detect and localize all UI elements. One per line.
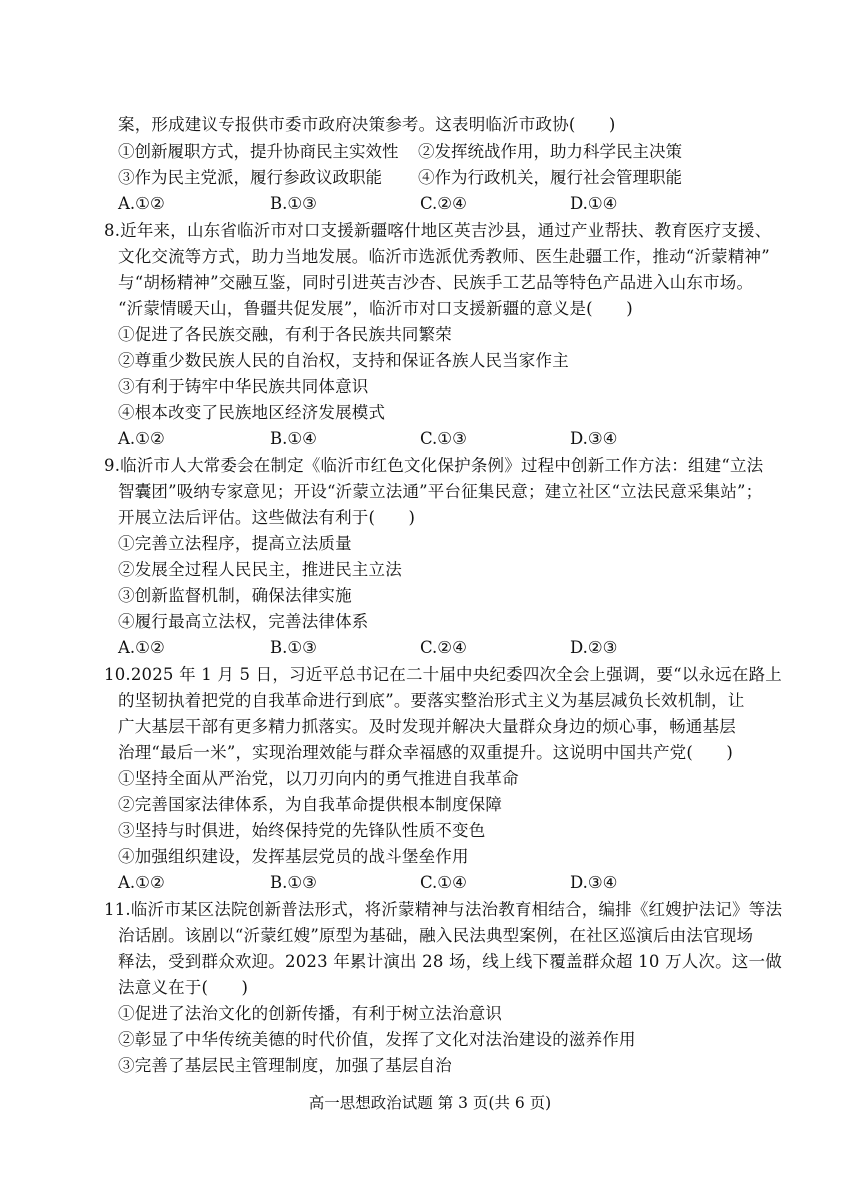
q7-choice-a: A.①② bbox=[118, 194, 165, 213]
q8-choice-b: B.①④ bbox=[270, 429, 317, 448]
q8-stem-line-3: 与“胡杨精神”交融互鉴，同时引进英吉沙杏、民族手工艺品等特色产品进入山东市场。 bbox=[118, 273, 754, 292]
q9-statement-2: ②发展全过程人民民主，推进民主立法 bbox=[118, 560, 402, 579]
q10-choice-d: D.③④ bbox=[570, 873, 618, 892]
q11-stem-line-3: 释法，受到群众欢迎。2023 年累计演出 28 场，线上线下覆盖群众超 10 万人次。这一做 bbox=[118, 952, 782, 971]
q7-choice-c: C.②④ bbox=[420, 194, 467, 213]
q10-choice-c: C.①④ bbox=[420, 873, 467, 892]
q11-statement-1: ①促进了法治文化的创新传播，有利于树立法治意识 bbox=[118, 1004, 503, 1023]
q11-stem-line-4: 法意义在于( ) bbox=[118, 978, 249, 997]
q10-statement-2: ②完善国家法律体系，为自我革命提供根本制度保障 bbox=[118, 795, 503, 814]
q8-statement-1: ①促进了各民族交融，有利于各民族共同繁荣 bbox=[118, 325, 452, 344]
q9-statement-3: ③创新监督机制，确保法律实施 bbox=[118, 586, 352, 605]
q7-statement-3: ③作为民主党派，履行参政议政职能 bbox=[118, 168, 382, 187]
q10-statement-3: ③坚持与时俱进，始终保持党的先锋队性质不变色 bbox=[118, 821, 486, 840]
q11-stem-line-1: 11.临沂市某区法院创新普法形式，将沂蒙精神与法治教育相结合，编排《红嫂护法记》等法 bbox=[104, 900, 783, 919]
q7-statement-1: ①创新履职方式，提升协商民主实效性 bbox=[118, 142, 399, 161]
q9-statement-1: ①完善立法程序，提高立法质量 bbox=[118, 534, 352, 553]
q9-stem-line-3: 开展立法后评估。这些做法有利于( ) bbox=[118, 508, 416, 527]
q8-statement-4: ④根本改变了民族地区经济发展模式 bbox=[118, 403, 386, 422]
q7-stem-line: 案，形成建议专报供市委市政府决策参考。这表明临沂市政协( ) bbox=[118, 115, 616, 134]
q10-statement-1: ①坚持全面从严治党，以刀刃向内的勇气推进自我革命 bbox=[118, 769, 519, 788]
q10-statement-4: ④加强组织建设，发挥基层党员的战斗堡垒作用 bbox=[118, 847, 469, 866]
q10-stem-line-1: 10.2025 年 1 月 5 日，习近平总书记在二十届中央纪委四次全会上强调，要“以永远在路上 bbox=[104, 665, 782, 684]
q8-stem-line-4: “沂蒙情暖天山，鲁疆共促发展”，临沂市对口支援新疆的意义是( ) bbox=[118, 299, 633, 318]
q10-stem-line-2: 的坚韧执着把党的自我革命进行到底”。要落实整治形式主义为基层减负长效机制，让 bbox=[118, 691, 745, 710]
q7-statement-2: ②发挥统战作用，助力科学民主决策 bbox=[418, 142, 682, 161]
q8-choice-d: D.③④ bbox=[570, 429, 618, 448]
q8-statement-2: ②尊重少数民族人民的自治权，支持和保证各族人民当家作主 bbox=[118, 351, 569, 370]
q9-choice-b: B.①③ bbox=[270, 638, 317, 657]
q10-stem-line-3: 广大基层干部有更多精力抓落实。及时发现并解决大量群众身边的烦心事，畅通基层 bbox=[118, 717, 736, 736]
q9-stem-line-1: 9.临沂市人大常委会在制定《临沂市红色文化保护条例》过程中创新工作方法：组建“立法 bbox=[104, 456, 764, 475]
q9-choice-c: C.②④ bbox=[420, 638, 467, 657]
q8-choice-a: A.①② bbox=[118, 429, 165, 448]
q7-choice-d: D.①④ bbox=[570, 194, 618, 213]
q9-choice-d: D.②③ bbox=[570, 638, 618, 657]
q8-stem-line-2: 文化交流等方式，助力当地发展。临沂市选派优秀教师、医生赴疆工作，推动“沂蒙精神” bbox=[118, 247, 770, 266]
q10-choice-a: A.①② bbox=[118, 873, 165, 892]
q7-choice-b: B.①③ bbox=[270, 194, 317, 213]
q11-stem-line-2: 治话剧。该剧以“沂蒙红嫂”原型为基础，融入民法典型案例，在社区巡演后由法官现场 bbox=[118, 926, 754, 945]
page-footer: 高一思想政治试题 第 3 页(共 6 页) bbox=[308, 1094, 552, 1112]
q9-stem-line-2: 智囊团”吸纳专家意见；开设“沂蒙立法通”平台征集民意；建立社区“立法民意采集站”； bbox=[118, 482, 763, 501]
q11-statement-2: ②彰显了中华传统美德的时代价值，发挥了文化对法治建设的滋养作用 bbox=[118, 1030, 636, 1049]
q8-statement-3: ③有利于铸牢中华民族共同体意识 bbox=[118, 377, 369, 396]
q10-choice-b: B.①③ bbox=[270, 873, 317, 892]
q9-choice-a: A.①② bbox=[118, 638, 165, 657]
q8-stem-line-1: 8.近年来，山东省临沂市对口支援新疆喀什地区英吉沙县，通过产业帮扶、教育医疗支援、 bbox=[104, 221, 772, 240]
q11-statement-3: ③完善了基层民主管理制度，加强了基层自治 bbox=[118, 1056, 452, 1075]
q10-stem-line-4: 治理“最后一米”，实现治理效能与群众幸福感的双重提升。这说明中国共产党( ) bbox=[118, 743, 734, 762]
q8-choice-c: C.①③ bbox=[420, 429, 467, 448]
q7-statement-4: ④作为行政机关，履行社会管理职能 bbox=[418, 168, 682, 187]
q9-statement-4: ④履行最高立法权，完善法律体系 bbox=[118, 612, 369, 631]
